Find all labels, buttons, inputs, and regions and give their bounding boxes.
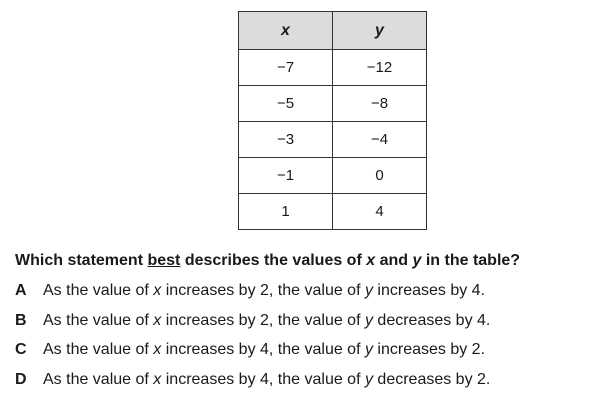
table-row bbox=[239, 86, 427, 122]
choice-var-x: x bbox=[153, 312, 161, 329]
choice-text-part: increases by 4. bbox=[373, 282, 485, 299]
table-row bbox=[239, 158, 427, 194]
question-post: in the table? bbox=[421, 252, 520, 269]
question-pre: Which statement bbox=[15, 252, 147, 269]
choice-text-part: As the value of bbox=[43, 282, 153, 299]
choice-text-part: As the value of bbox=[43, 312, 153, 329]
table-row bbox=[239, 122, 427, 158]
choice-text-part: decreases by 2. bbox=[373, 371, 490, 388]
choice-d[interactable] bbox=[15, 371, 490, 400]
choice-var-y: y bbox=[365, 341, 373, 358]
cell-x: −5 bbox=[239, 86, 333, 122]
question-text bbox=[15, 252, 520, 270]
table-header-row bbox=[239, 12, 427, 50]
choice-var-y: y bbox=[365, 282, 373, 299]
cell-x: −3 bbox=[239, 122, 333, 158]
cell-y: −12 bbox=[333, 50, 427, 86]
cell-x: −7 bbox=[239, 50, 333, 86]
choice-var-x: x bbox=[153, 371, 161, 388]
choice-var-x: x bbox=[153, 341, 161, 358]
choice-letter: B bbox=[15, 312, 43, 330]
choice-text-part: increases by 2. bbox=[373, 341, 485, 358]
cell-y: 0 bbox=[333, 158, 427, 194]
question-emphasis: best bbox=[147, 252, 180, 269]
question-var-x: x bbox=[366, 252, 375, 269]
question-var-y: y bbox=[412, 252, 421, 269]
choice-text-part: increases by 4, the value of bbox=[161, 341, 365, 358]
choice-letter: A bbox=[15, 282, 43, 300]
choice-text bbox=[43, 371, 490, 389]
column-header-y: y bbox=[333, 12, 427, 50]
choice-c[interactable] bbox=[15, 341, 490, 371]
cell-x: 1 bbox=[239, 194, 333, 230]
choice-b[interactable] bbox=[15, 312, 490, 342]
column-header-x: x bbox=[239, 12, 333, 50]
answer-choices bbox=[15, 282, 490, 400]
choice-text bbox=[43, 341, 485, 359]
choice-var-y: y bbox=[365, 312, 373, 329]
cell-y: −8 bbox=[333, 86, 427, 122]
xy-table bbox=[238, 11, 427, 230]
choice-letter: D bbox=[15, 371, 43, 389]
choice-a[interactable] bbox=[15, 282, 490, 312]
cell-x: −1 bbox=[239, 158, 333, 194]
choice-text-part: increases by 2, the value of bbox=[161, 312, 365, 329]
choice-text-part: increases by 2, the value of bbox=[161, 282, 365, 299]
choice-var-x: x bbox=[153, 282, 161, 299]
choice-text bbox=[43, 312, 490, 330]
choice-var-y: y bbox=[365, 371, 373, 388]
choice-text-part: As the value of bbox=[43, 371, 153, 388]
table-row bbox=[239, 50, 427, 86]
table-row bbox=[239, 194, 427, 230]
question-mid1: describes the values of bbox=[180, 252, 366, 269]
choice-text-part: increases by 4, the value of bbox=[161, 371, 365, 388]
choice-text-part: decreases by 4. bbox=[373, 312, 490, 329]
cell-y: 4 bbox=[333, 194, 427, 230]
choice-letter: C bbox=[15, 341, 43, 359]
question-mid2: and bbox=[375, 252, 412, 269]
cell-y: −4 bbox=[333, 122, 427, 158]
choice-text-part: As the value of bbox=[43, 341, 153, 358]
choice-text bbox=[43, 282, 485, 300]
